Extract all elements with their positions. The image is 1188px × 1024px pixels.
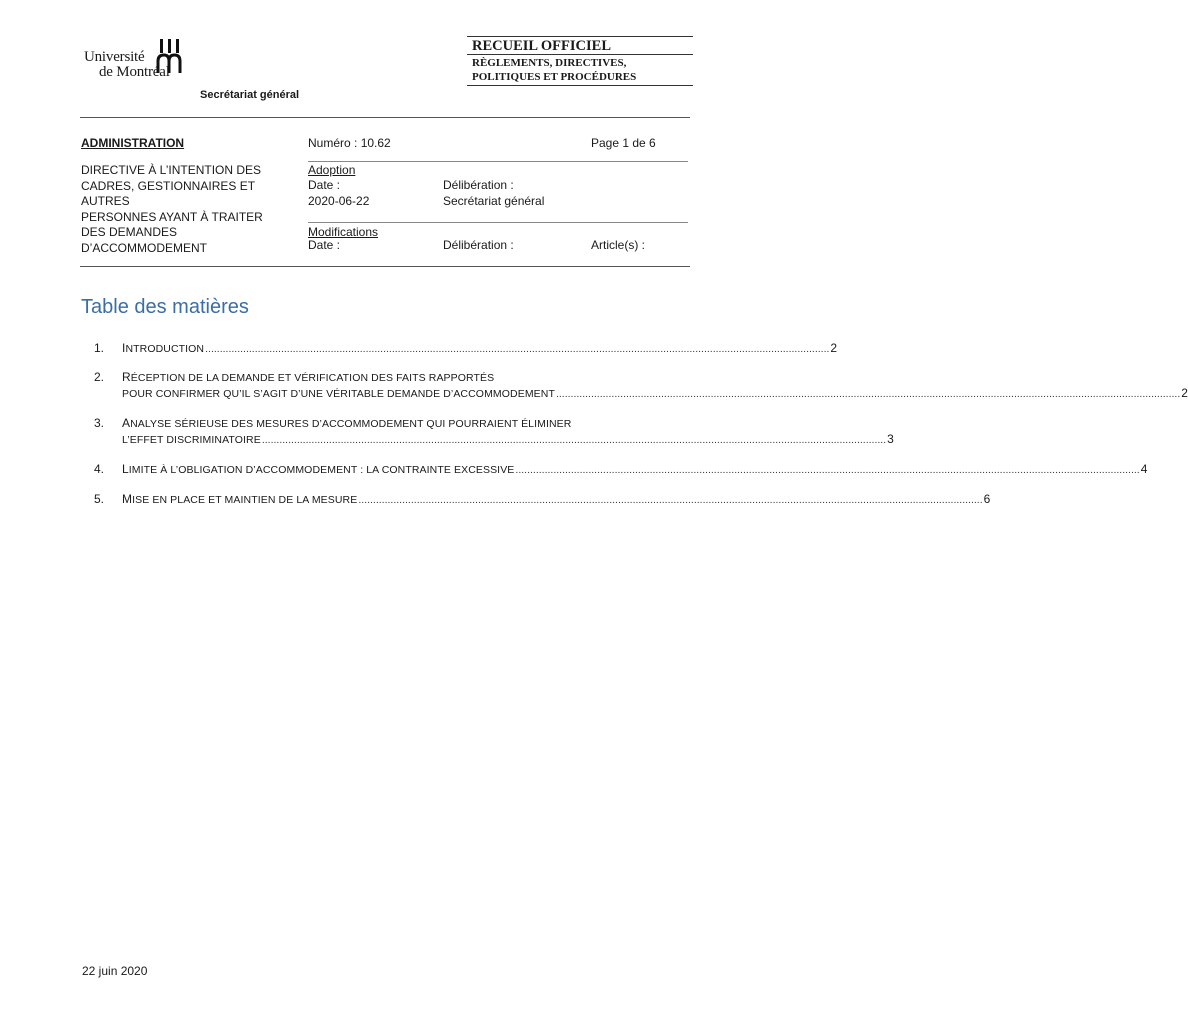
university-logo-icon xyxy=(157,39,181,75)
adoption-divider xyxy=(308,161,688,162)
recueil-subtitle xyxy=(472,56,636,84)
toc-page-number: 4 xyxy=(1140,462,1148,476)
header-bottom-divider xyxy=(80,266,690,267)
toc-text: MISE EN PLACE ET MAINTIEN DE LA MESURE xyxy=(122,492,358,506)
toc-line xyxy=(122,492,991,506)
modifications-heading: Modifications xyxy=(308,225,379,239)
adoption-heading: Adoption xyxy=(308,163,356,177)
page-indicator: Page 1 de 6 xyxy=(591,136,656,150)
toc-text: L’EFFET DISCRIMINATOIRE xyxy=(122,434,261,446)
numero-label: Numéro xyxy=(308,136,351,150)
toc-title: Table des matières xyxy=(81,296,249,318)
document-number xyxy=(308,136,391,150)
toc-line xyxy=(122,370,689,384)
modifications-date-label: Date : xyxy=(308,238,341,252)
toc-number: 5. xyxy=(94,492,105,506)
header-divider xyxy=(80,117,690,118)
toc-page-number: 2 xyxy=(1181,386,1188,400)
recueil-subtitle-line-1: RÈGLEMENTS, DIRECTIVES, xyxy=(472,57,627,69)
directive-title-line: DIRECTIVE À L’INTENTION DES xyxy=(81,163,262,177)
footer-date: 22 juin 2020 xyxy=(82,964,148,978)
recueil-title: RECUEIL OFFICIEL xyxy=(472,38,611,54)
directive-title-line: CADRES, GESTIONNAIRES ET AUTRES xyxy=(81,178,255,208)
toc-text: LIMITE À L’OBLIGATION D’ACCOMMODEMENT : LA CONTRAINTE EXCESSIVE xyxy=(122,462,515,476)
toc-line xyxy=(122,462,1148,476)
modifications-deliberation-label: Délibération : xyxy=(443,238,514,252)
toc-leader-dots: ...................................................................................................................................................................................................................... xyxy=(555,388,1181,400)
toc-leader-dots: ...................................................................................................................................................................................................................... xyxy=(358,494,983,506)
toc-leader-dots: ...................................................................................................................................................................................................................... xyxy=(261,434,887,446)
toc-text: INTRODUCTION xyxy=(122,341,205,355)
numero-value: : 10.62 xyxy=(350,136,391,150)
adoption-deliberation-label: Délibération : xyxy=(443,178,514,192)
toc-line xyxy=(122,341,838,355)
section-label: ADMINISTRATION xyxy=(81,136,185,150)
adoption-date-label: Date : xyxy=(308,178,341,192)
logo-line-2: de Montréal xyxy=(99,64,170,80)
toc-text: ANALYSE SÉRIEUSE DES MESURES D’ACCOMMODEMENT QUI POURRAIENT ÉLIMINER xyxy=(122,416,572,430)
toc-leader-dots: ...................................................................................................................................................................................................................... xyxy=(515,464,1140,476)
logo-line-1: Université xyxy=(84,49,145,65)
toc-text: RÉCEPTION DE LA DEMANDE ET VÉRIFICATION DES FAITS RAPPORTÉS xyxy=(122,370,495,384)
toc-page-number: 3 xyxy=(887,432,894,446)
modifications-articles-label: Article(s) : xyxy=(591,238,645,252)
toc-number: 4. xyxy=(94,462,105,476)
toc-line xyxy=(122,432,894,446)
toc-line xyxy=(122,386,1188,400)
directive-title-line: DES DEMANDES D’ACCOMMODEMENT xyxy=(81,225,207,255)
directive-title xyxy=(81,163,306,256)
toc-number: 2. xyxy=(94,370,105,384)
recueil-bottom-divider xyxy=(467,85,693,86)
toc-page-number: 6 xyxy=(983,492,991,506)
adoption-date-value: 2020-06-22 xyxy=(308,194,370,208)
toc-leader-dots: ...................................................................................................................................................................................................................... xyxy=(205,343,830,355)
toc-line xyxy=(122,416,689,430)
adoption-deliberation-value: Secrétariat général xyxy=(443,194,545,208)
recueil-mid-divider xyxy=(467,54,693,55)
toc-text: POUR CONFIRMER QU’IL S’AGIT D’UNE VÉRITABLE DEMANDE D’ACCOMMODEMENT xyxy=(122,388,555,400)
recueil-subtitle-line-2: POLITIQUES ET PROCÉDURES xyxy=(472,71,637,83)
toc-number: 1. xyxy=(94,341,105,355)
recueil-top-divider xyxy=(467,36,693,37)
modifications-divider xyxy=(308,222,688,223)
toc-page-number: 2 xyxy=(830,341,838,355)
toc-number: 3. xyxy=(94,416,105,430)
directive-title-line: PERSONNES AYANT À TRAITER xyxy=(81,209,263,224)
secretariat-label: Secrétariat général xyxy=(200,89,300,101)
